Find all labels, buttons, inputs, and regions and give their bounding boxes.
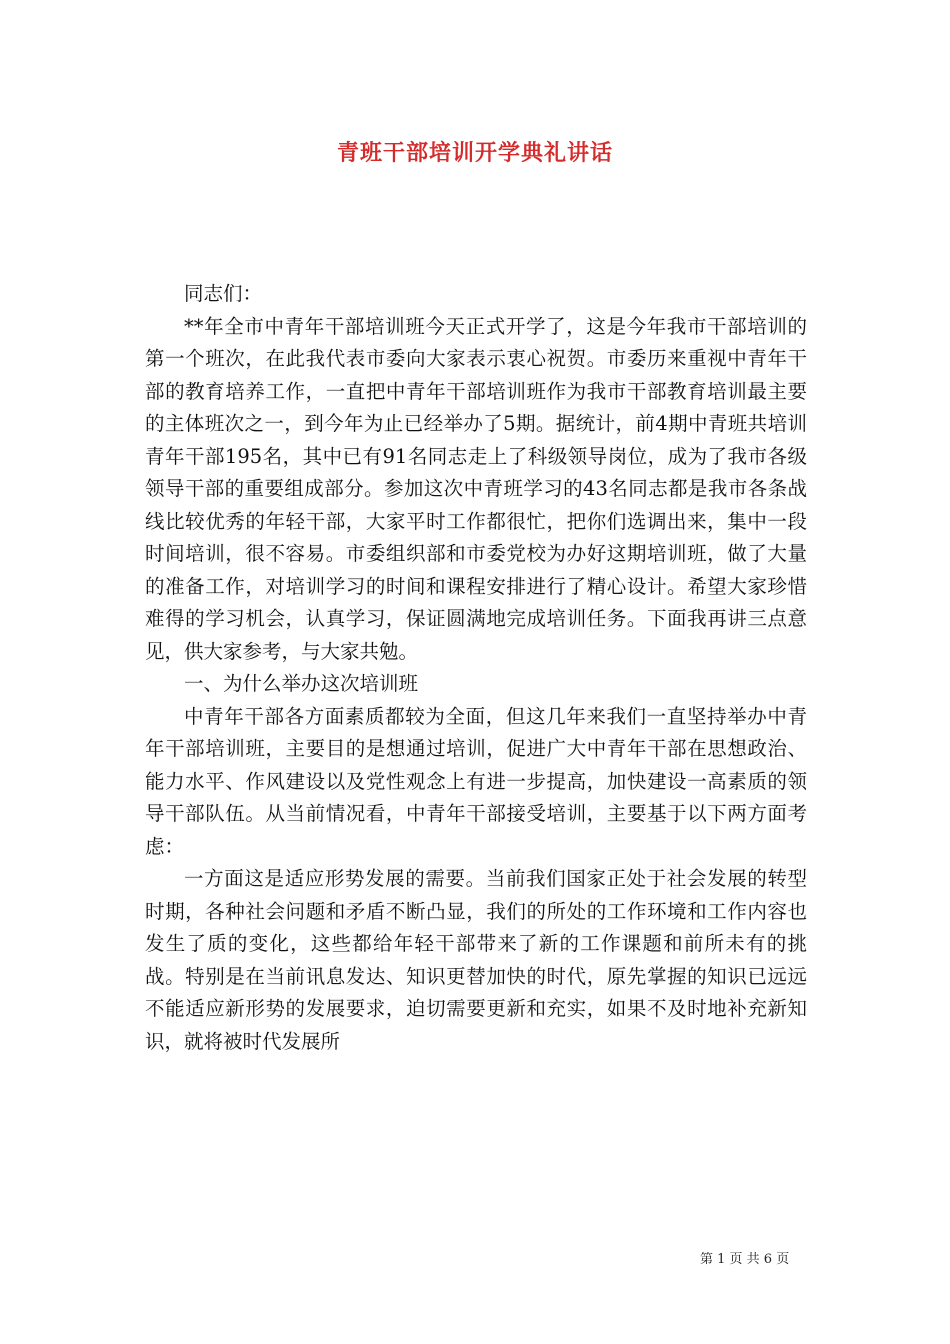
salutation: 同志们： [184, 282, 263, 305]
document-body [145, 278, 807, 1058]
document-title: 青班干部培训开学典礼讲话 [336, 140, 613, 166]
paragraph-situation: 一方面这是适应形势发展的需要。当前我们国家正处于社会发展的转型时期，各种社会问题和矛盾不断凸显，我们的所处的工作环境和工作内容也发生了质的变化，这些都给年轻干部带来了新的工作课题和前所未有的挑战。特别是在当前讯息发达、知识更替加快的时代，原先掌握的知识已远远不能适应新形势的发展要求，迫切需要更新和充实，如果不及时地补充新知识，就将被时代发展所 [145, 867, 807, 1053]
page-number: 第 1 页 共 6 页 [700, 1252, 790, 1267]
paragraph-purpose: 中青年干部各方面素质都较为全面，但这几年来我们一直坚持举办中青年干部培训班，主要目的是想通过培训，促进广大中青年干部在思想政治、能力水平、作风建设以及党性观念上有进一步提高，加快建设一高素质的领导干部队伍。从当前情况看，中青年干部接受培训，主要基于以下两方面考虑： [145, 704, 807, 858]
section-heading: 一、为什么举办这次培训班 [184, 672, 419, 695]
paragraph-intro: **年全市中青年干部培训班今天正式开学了，这是今年我市干部培训的第一个班次，在此我代表市委向大家表示衷心祝贺。市委历来重视中青年干部的教育培养工作，一直把中青年干部培训班作为我市干部教育培训最主要的主体班次之一，到今年为止已经举办了5期。据统计，前4期中青班共培训青年干部195名，其中已有91名同志走上了科级领导岗位，成为了我市各级领导干部的重要组成部分。参加这次中青班学习的43名同志都是我市各条战线比较优秀的年轻干部，大家平时工作都很忙，把你们选调出来，集中一段时间培训，很不容易。市委组织部和市委党校为办好这期培训班，做了大量的准备工作，对培训学习的时间和课程安排进行了精心设计。希望大家珍惜难得的学习机会，认真学习，保证圆满地完成培训任务。下面我再讲三点意见，供大家参考，与大家共勉。 [145, 314, 807, 663]
